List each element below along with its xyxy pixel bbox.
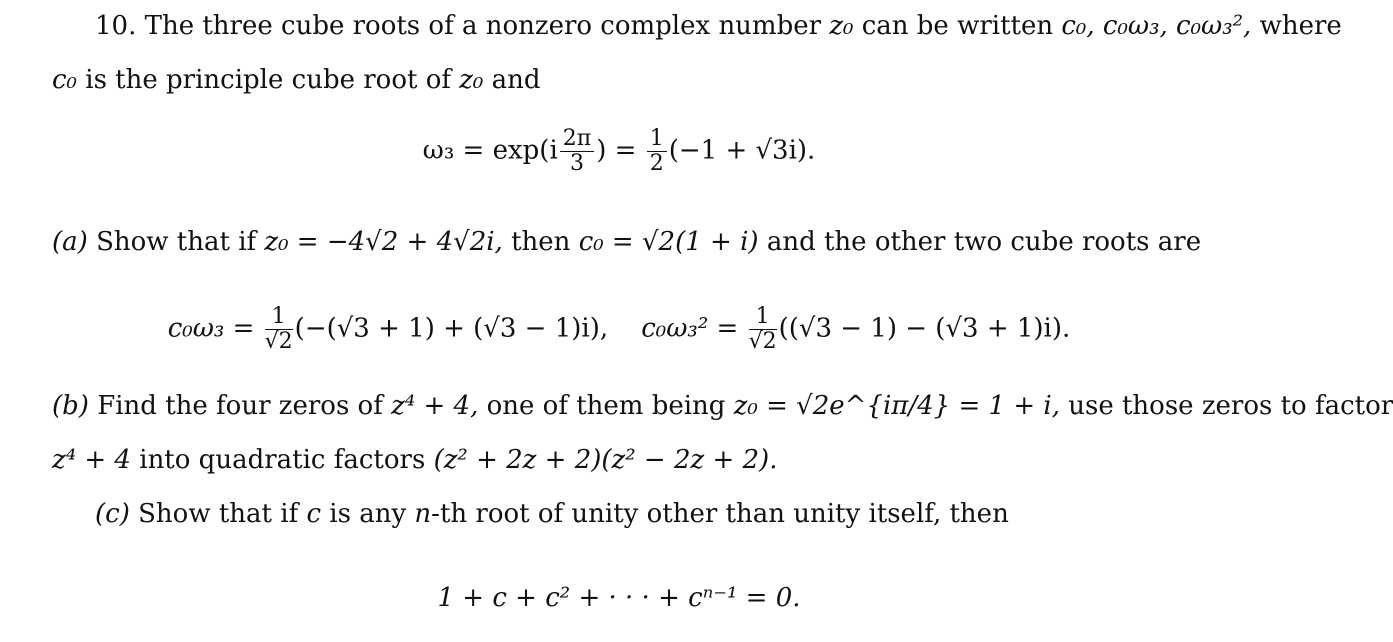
part-a-roots-equation	[0, 306, 1238, 353]
omega-rhs: (−1 + √3i).	[668, 135, 816, 166]
half-num: 1	[647, 128, 667, 152]
part-b-expr-3: z⁴ + 4	[52, 445, 131, 475]
var-n: n	[414, 499, 432, 529]
part-b-expr-4: (z² + 2z + 2)(z² − 2z + 2).	[433, 445, 778, 475]
var-z0-2: z₀	[459, 65, 484, 95]
intro-text-2: can be written	[861, 11, 1054, 41]
intro-text-3: where	[1259, 11, 1342, 41]
omega-fraction	[560, 128, 594, 175]
part-b-expr-1: z⁴ + 4,	[391, 391, 479, 421]
part-b-statement-line-2	[52, 444, 777, 476]
root1-rhs: (−(√3 + 1) + (√3 − 1)i),	[294, 313, 609, 344]
part-c-label: (c)	[95, 499, 130, 529]
part-b-statement-line-1	[52, 390, 1393, 422]
root2-rhs: ((√3 − 1) − (√3 + 1)i).	[778, 313, 1071, 344]
part-c-equation	[0, 582, 1238, 614]
problem-statement-line-1	[95, 10, 1342, 42]
part-b-text-4: into quadratic factors	[139, 445, 426, 475]
root2-num: 1	[749, 306, 777, 330]
part-b-label: (b)	[52, 391, 89, 421]
part-c-statement	[95, 498, 1009, 530]
omega-lhs: ω₃ = exp(i	[422, 135, 558, 166]
line2-text: is the principle cube root of	[85, 65, 451, 95]
intro-text: The three cube roots of a nonzero complex number	[144, 11, 822, 41]
root1-lhs: c₀ω₃ =	[167, 313, 255, 344]
unity-sum-equation: 1 + c + c² + · · · + cⁿ⁻¹ = 0.	[437, 583, 801, 613]
root1-num: 1	[265, 306, 293, 330]
part-b-text-1: Find the four zeros of	[97, 391, 383, 421]
part-a-text-2: then	[511, 227, 571, 257]
var-z0: z₀	[829, 11, 854, 41]
var-c: c	[306, 499, 322, 529]
omega-mid: ) =	[596, 135, 637, 166]
part-b-text-2: one of them being	[486, 391, 726, 421]
part-c-text-2: is any	[329, 499, 407, 529]
omega-frac-den: 3	[570, 151, 584, 176]
part-a-statement	[52, 226, 1201, 258]
root1-fraction	[265, 306, 293, 353]
problem-number: 10.	[95, 11, 137, 41]
part-b-expr-2: z₀ = √2e^{iπ/4} = 1 + i,	[733, 391, 1060, 421]
half-den: 2	[649, 151, 664, 176]
part-a-expr-c0: c₀ = √2(1 + i)	[578, 227, 759, 257]
root2-den: √2	[748, 329, 777, 354]
root1-den: √2	[264, 329, 293, 354]
part-c-text-3: -th root of unity other than unity itself, then	[431, 499, 1009, 529]
half-fraction	[647, 128, 667, 175]
root2-fraction	[749, 306, 777, 353]
root2-lhs: c₀ω₃² =	[641, 313, 739, 344]
part-a-expr-z0: z₀ = −4√2 + 4√2i,	[264, 227, 503, 257]
part-b-text-3: use those zeros to factor	[1068, 391, 1393, 421]
part-a-label: (a)	[52, 227, 88, 257]
omega-equation	[0, 128, 1238, 175]
part-a-text-3: and the other two cube roots are	[766, 227, 1202, 257]
omega-frac-num: 2π	[560, 128, 594, 152]
var-c0: c₀	[52, 65, 77, 95]
line2-and: and	[491, 65, 541, 95]
roots-list: c₀, c₀ω₃, c₀ω₃²,	[1061, 11, 1252, 41]
part-c-text-1: Show that if	[138, 499, 299, 529]
part-a-text-1: Show that if	[96, 227, 257, 257]
problem-statement-line-2	[52, 64, 541, 96]
